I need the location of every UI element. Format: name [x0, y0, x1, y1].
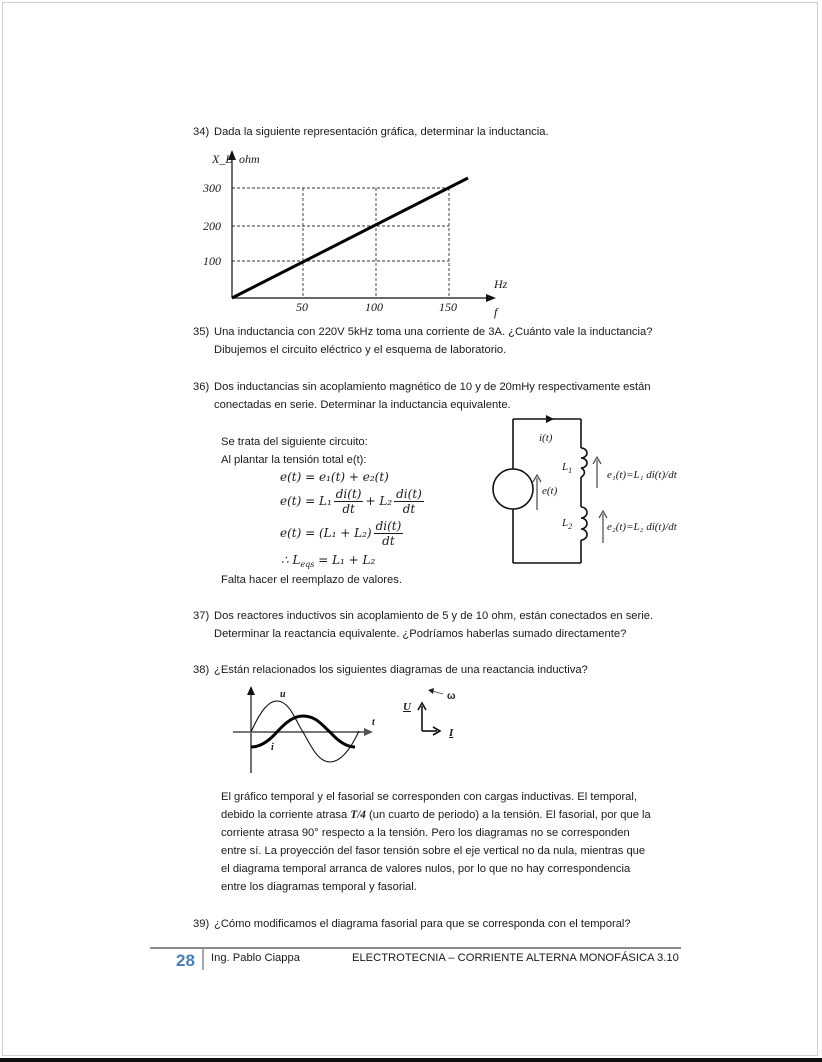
answer-38-line2: debido la corriente atrasa T/4 (un cuarto de periodo) a la tensión. El fasorial, por que la [221, 809, 651, 821]
i-phasor-label: I [449, 727, 454, 739]
footer-author: Ing. Pablo Ciappa [211, 952, 300, 964]
y-tick-100: 100 [203, 254, 221, 268]
answer-36-intro1: Se trata del siguiente circuito: [221, 436, 368, 448]
question-36-line2: conectadas en serie. Determinar la inductancia equivalente. [214, 399, 511, 411]
x-tick-100: 100 [365, 300, 383, 314]
footer-title: ELECTROTECNIA – CORRIENTE ALTERNA MONOFÁSICA 3.10 [352, 952, 679, 964]
answer-38-line1: El gráfico temporal y el fasorial se corresponden con cargas inductivas. El temporal, [221, 791, 638, 803]
equation-2: e(t) = L₁ $\frac{di(t)}{dt}$ + L₂ $\frac{di(t)}{dt}$ [280, 487, 422, 516]
window-bottom-edge [0, 1058, 822, 1062]
x-axis-unit: Hz [494, 277, 508, 291]
question-text-line1: Dos inductancias sin acoplamiento magnético de 10 y de 20mHy respectivamente están [214, 381, 651, 393]
t-axis-label: t [372, 717, 375, 728]
i-wave-label: i [271, 742, 274, 753]
omega-label: ω [447, 691, 456, 702]
question-text: ¿Están relacionados los siguientes diagramas de una reactancia inductiva? [214, 664, 588, 676]
answer-36-intro2: Al plantar la tensión total e(t): [221, 454, 367, 466]
answer-38-line5: el diagrama temporal arranca de valores nulos, por lo que no hay correspondencia [221, 863, 631, 875]
y-axis-unit: ohm [239, 152, 260, 166]
source-label: e(t) [542, 485, 558, 497]
equation-1: e(t) = e₁(t) + e₂(t) [280, 470, 389, 484]
question-text-line1: Dos reactores inductivos sin acoplamiento de 5 y de 10 ohm, están conectados en serie. [214, 610, 654, 622]
question-text: ¿Cómo modificamos el diagrama fasorial para que se corresponda con el temporal? [214, 918, 631, 930]
x-tick-50: 50 [296, 300, 308, 314]
u-wave-label: u [280, 689, 286, 700]
question-text-line1: Una inductancia con 220V 5kHz toma una corriente de 3A. ¿Cuánto vale la inductancia? [214, 326, 653, 338]
e2-label: e₂(t)=L₂ di(t)/dt [607, 521, 677, 533]
question-number: 39) [193, 918, 210, 930]
current-label: i(t) [539, 432, 553, 444]
question-number: 35) [193, 326, 210, 338]
x-tick-150: 150 [439, 300, 457, 314]
question-number: 34) [193, 126, 210, 138]
answer-38-line6: entre los diagramas temporal y fasorial. [221, 881, 417, 893]
l2-label: $L_2$ [562, 517, 573, 531]
page-number: 28 [176, 951, 195, 970]
question-number: 36) [193, 381, 210, 393]
question-37-line2: Determinar la reactancia equivalente. ¿Podríamos haberlas sumado directamente? [214, 628, 627, 640]
question-text: Dada la siguiente representación gráfica, determinar la inductancia. [214, 126, 549, 138]
u-phasor-label: U [403, 701, 411, 713]
answer-38-line3: corriente atrasa 90° respecto a la tensión. Pero los diagramas no se corresponden [221, 827, 630, 839]
question-35-line2: Dibujemos el circuito eléctrico y el esquema de laboratorio. [214, 344, 507, 356]
equation-3: e(t) = (L₁ + L₂) $\frac{di(t)}{dt}$ [280, 519, 402, 548]
y-tick-200: 200 [203, 219, 221, 233]
y-axis-label: X_L [212, 152, 233, 166]
question-number: 37) [193, 610, 210, 622]
answer-38-line4: entre sí. La proyección del fasor tensión sobre el eje vertical no da nula, mientras que [221, 845, 646, 857]
answer-36-closing: Falta hacer el reemplazo de valores. [221, 574, 402, 586]
y-tick-300: 300 [203, 181, 221, 195]
question-number: 38) [193, 664, 210, 676]
e1-label: e₁(t)=L₁ di(t)/dt [607, 469, 677, 481]
equation-4: ∴ $L_{eqs} = L_1 + L_2$ [281, 553, 376, 569]
l1-label: $L_1$ [562, 461, 573, 475]
x-axis-label: f [494, 305, 498, 319]
